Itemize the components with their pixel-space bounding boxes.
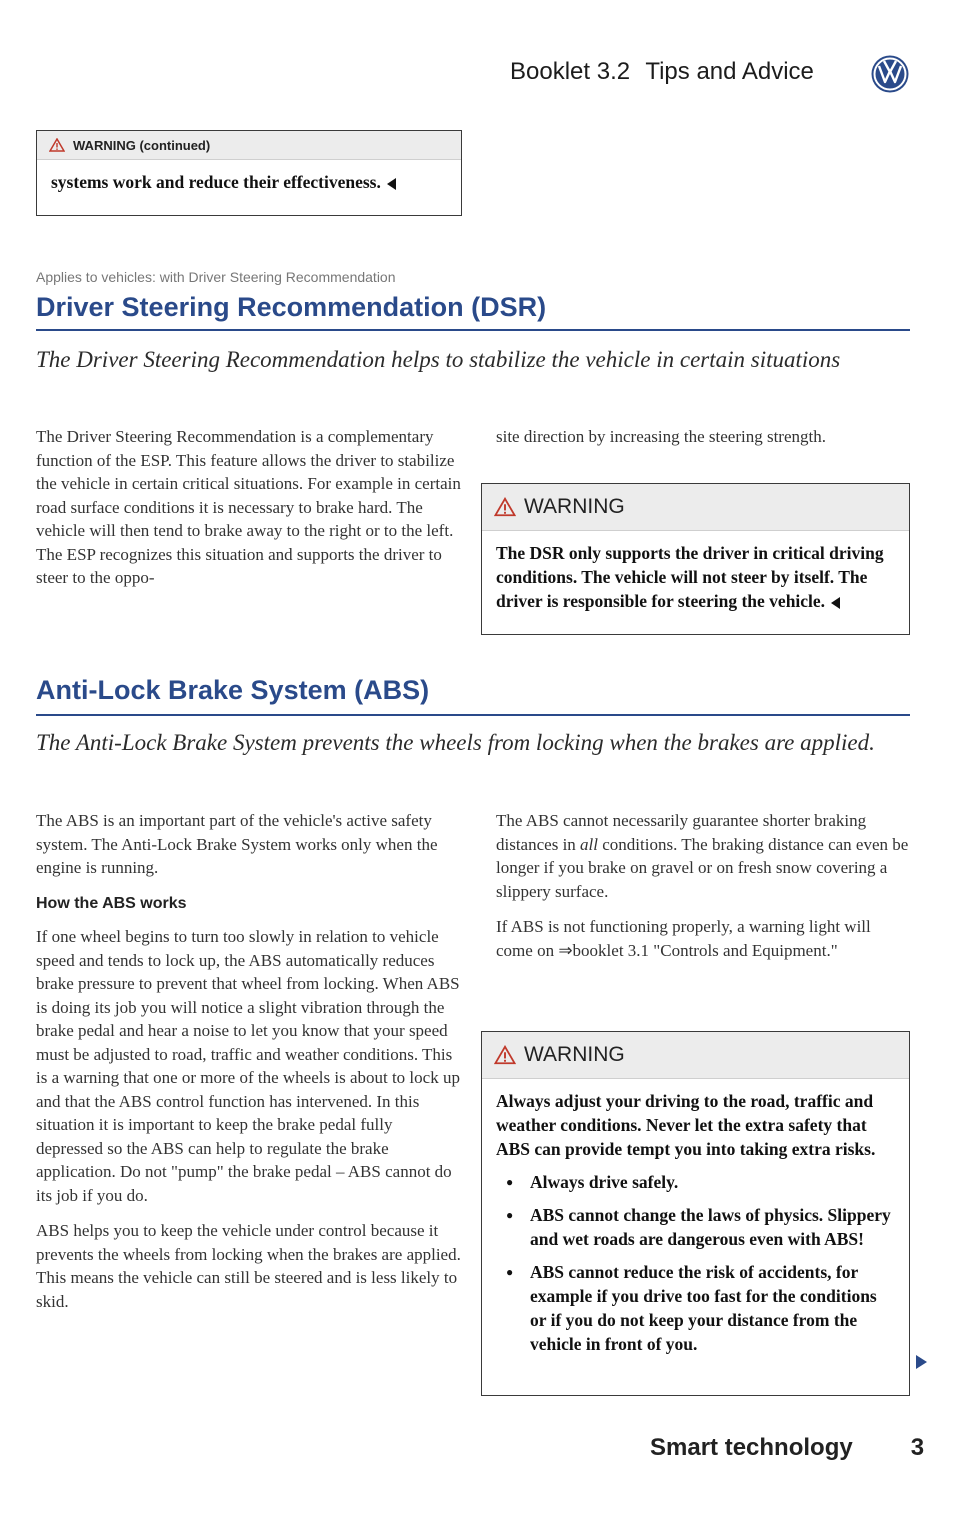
dsr-warning-header xyxy=(482,484,909,531)
abs-warning-body xyxy=(482,1079,909,1366)
warning-continued-header xyxy=(37,131,461,160)
abs-warning-box xyxy=(481,1031,910,1396)
abs-shorter-pre: The ABS cannot necessarily guarantee shorter braking distances in xyxy=(496,811,867,854)
dsr-warning-body xyxy=(482,531,909,623)
dsr-body-right-text: site direction by increasing the steering strength. xyxy=(496,427,826,446)
abs-warning-header xyxy=(482,1032,909,1079)
dsr-section-title: Driver Steering Recommendation (DSR) xyxy=(36,292,547,322)
warning-continued-label: WARNING (continued) xyxy=(73,137,211,153)
footer-chapter: Smart technology xyxy=(650,1434,853,1461)
vw-logo-icon xyxy=(870,54,910,94)
booklet-number: Booklet 3.2 xyxy=(510,58,631,85)
page-footer xyxy=(650,1434,924,1462)
warning-continued-text: systems work and reduce their effectiveness. xyxy=(51,172,381,192)
abs-shorter-em: all xyxy=(580,834,598,854)
continued-arrow-icon xyxy=(916,1355,927,1369)
abs-how-heading: How the ABS works xyxy=(36,894,187,912)
list-item: ● ABS cannot reduce the risk of accidents, for example if you drive too fast for the conditions or if you do not keep your distance from the vehicle in front of you. xyxy=(496,1260,895,1356)
dsr-body-right xyxy=(496,425,910,461)
abs-not-functioning-text: If ABS is not functioning properly, a warning light will come on ⇒booklet 3.1 "Controls and Equipment." xyxy=(496,917,871,960)
warning-continued-body xyxy=(37,160,461,204)
abs-intro: The ABS is an important part of the vehicle's active safety system. The Anti-Lock Brake System works only when the engine is running. xyxy=(36,811,438,877)
booklet-section-title: Tips and Advice xyxy=(645,58,814,85)
dsr-body-left-text: The Driver Steering Recommendation is a complementary function of the ESP. This feature allows the driver to stabilize the vehicle in certain critical situations. For example in certain road surface conditions it is necessary to brake hard. The vehicle will then tend to brake away to the right or to the left. The ESP recognizes this situation and supports the driver to steer to the oppo- xyxy=(36,427,461,587)
dsr-warning-text: The DSR only supports the driver in critical driving conditions. The vehicle will not steer by itself. The driver is responsible for steering the vehicle. xyxy=(496,543,884,611)
abs-body-right xyxy=(496,809,910,974)
abs-warning-bullets xyxy=(496,1170,895,1356)
warning-triangle-icon xyxy=(494,497,516,517)
list-item: ● Always drive safely. xyxy=(496,1170,895,1194)
abs-warning-label: WARNING xyxy=(524,1043,625,1066)
warning-triangle-icon xyxy=(494,1045,516,1065)
abs-warning-intro: Always adjust your driving to the road, traffic and weather conditions. Never let the extra safety that ABS can provide tempt you into taking extra risks. xyxy=(496,1091,876,1159)
dsr-warning-label: WARNING xyxy=(524,495,625,518)
dsr-lead: The Driver Steering Recommendation helps to stabilize the vehicle in certain situations xyxy=(36,347,841,372)
abs-helps-text: ABS helps you to keep the vehicle under control because it prevents the wheels from locking when the brakes are applied. This means the vehicle can still be steered and is less likely to skid. xyxy=(36,1221,461,1311)
abs-body-left xyxy=(36,809,462,1325)
warning-continued-box xyxy=(36,130,462,216)
abs-shorter-post: conditions. The braking distance can even be longer if you brake on gravel or on fresh snow covering a slippery surface. xyxy=(496,834,909,901)
list-item: ● ABS cannot change the laws of physics. Slippery and wet roads are dangerous even with ABS! xyxy=(496,1203,895,1251)
warning-triangle-icon xyxy=(49,138,65,152)
page-number: 3 xyxy=(910,1434,925,1461)
dsr-body-left xyxy=(36,425,462,602)
section-divider xyxy=(36,329,910,331)
applies-to-note: Applies to vehicles: with Driver Steering Recommendation xyxy=(36,269,396,285)
end-of-section-icon xyxy=(387,178,396,190)
section-divider xyxy=(36,714,910,716)
abs-lead: The Anti-Lock Brake System prevents the wheels from locking when the brakes are applied. xyxy=(36,730,875,755)
dsr-warning-box xyxy=(481,483,910,635)
abs-section-title: Anti-Lock Brake System (ABS) xyxy=(36,675,430,705)
booklet-header xyxy=(510,58,823,86)
abs-shorter-text xyxy=(496,809,910,903)
end-of-section-icon xyxy=(831,597,840,609)
abs-how-text: If one wheel begins to turn too slowly in relation to vehicle speed and tends to lock up, the ABS automatically reduces brake pressure to prevent that wheel from locking. When ABS is doing its job you will notice a slight vibration through the brake pedal and hear a noise to let you know that your speed must be adjusted to road, traffic and weather conditions. This is a warning that one or more of the wheels is about to lock up and that the ABS control function has intervened. In this situation it is important to keep the brake pedal fully depressed so the ABS can help to regulate the brake application. Do not "pump" the brake pedal – ABS cannot do its job if you do. xyxy=(36,927,460,1205)
